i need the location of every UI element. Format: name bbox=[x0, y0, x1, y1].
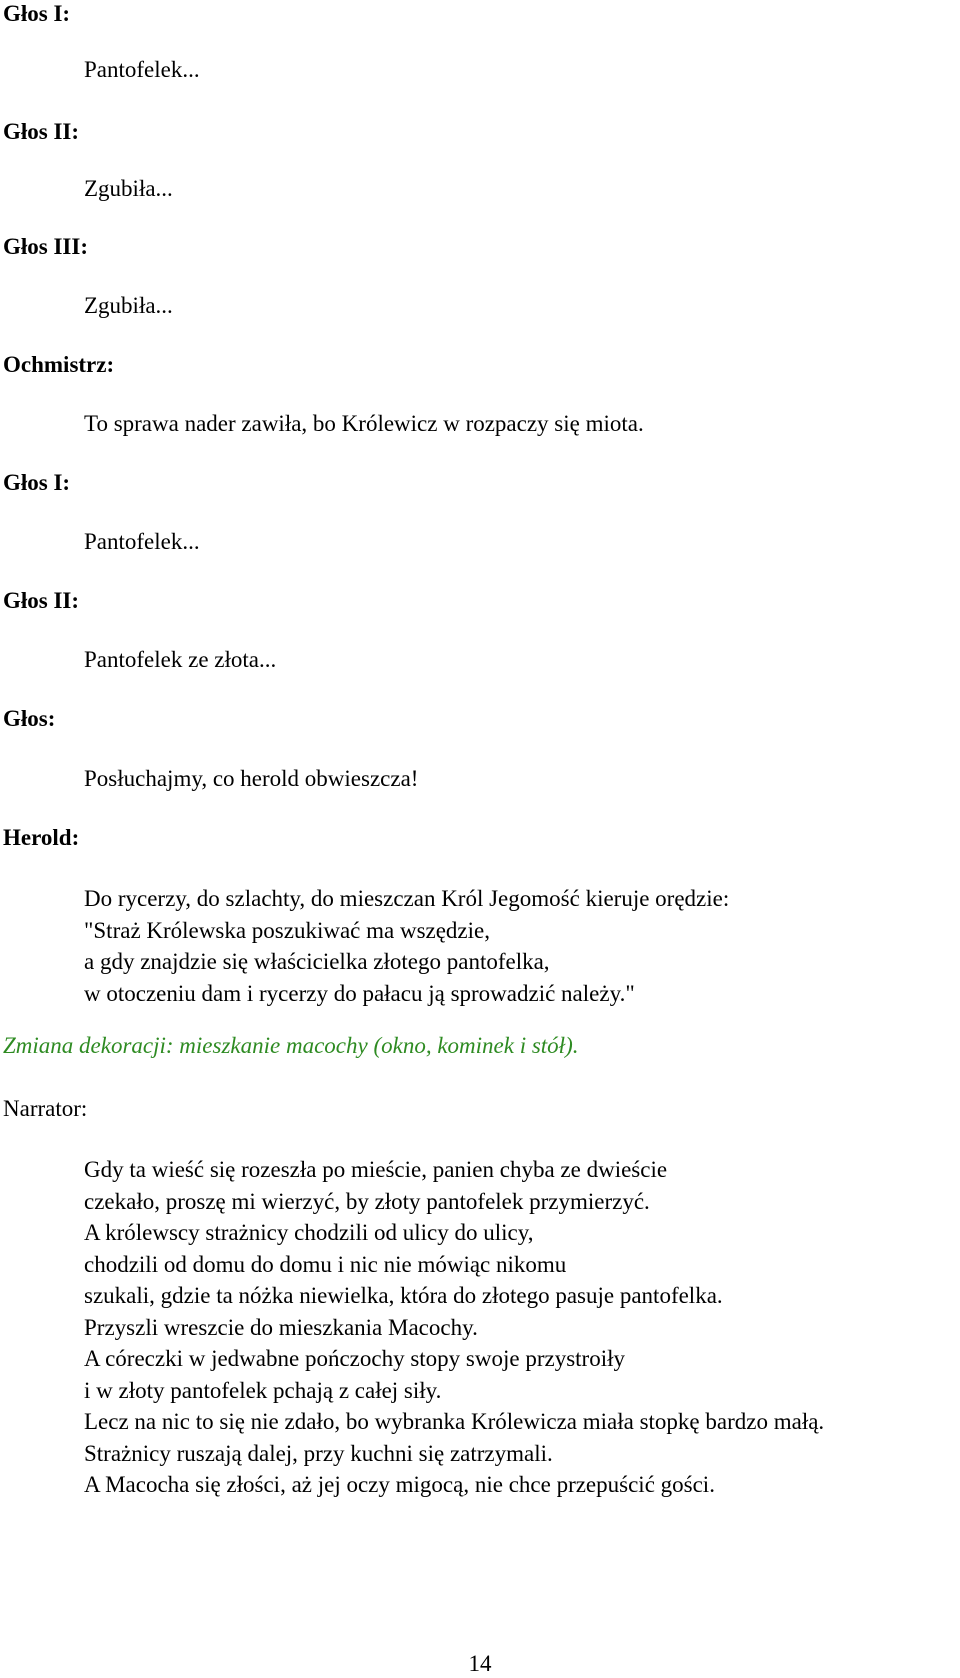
speaker-glos-2: Głos II: bbox=[3, 119, 80, 144]
dialogue-line: Posłuchajmy, co herold obwieszcza! bbox=[84, 766, 419, 791]
verse-line: Przyszli wreszcie do mieszkania Macochy. bbox=[84, 1314, 478, 1340]
speaker-glos-2: Głos II: bbox=[3, 588, 80, 613]
speaker-ochmistrz: Ochmistrz: bbox=[3, 352, 115, 377]
verse-line: w otoczeniu dam i rycerzy do pałacu ją sprowadzić należy." bbox=[84, 980, 635, 1006]
dialogue-line: Zgubiła... bbox=[84, 176, 173, 201]
verse-line: chodzili od domu do domu i nic nie mówiąc nikomu bbox=[84, 1251, 567, 1277]
verse-line: Lecz na nic to się nie zdało, bo wybranka Królewicza miała stopkę bardzo małą. bbox=[84, 1409, 825, 1434]
dialogue-line: Pantofelek... bbox=[84, 57, 200, 82]
speaker-glos-1: Głos I: bbox=[3, 1, 71, 26]
speaker-glos-3: Głos III: bbox=[3, 234, 88, 259]
page-number: 14 bbox=[468, 1651, 492, 1676]
verse-line: Do rycerzy, do szlachty, do mieszczan Król Jegomość kieruje orędzie: bbox=[84, 886, 730, 911]
verse-line: Gdy ta wieść się rozeszła po mieście, panien chyba ze dwieście bbox=[84, 1157, 668, 1182]
stage-direction: Zmiana dekoracji: mieszkanie macochy (okno, kominek i stół). bbox=[3, 1033, 579, 1058]
verse-line: i w złoty pantofelek pchają z całej siły. bbox=[84, 1377, 442, 1403]
speaker-herold: Herold: bbox=[3, 825, 80, 850]
speaker-glos: Głos: bbox=[3, 706, 56, 731]
narrator-verse bbox=[84, 1154, 824, 1501]
herold-verse bbox=[84, 883, 729, 1009]
dialogue-line: To sprawa nader zawiła, bo Królewicz w rozpaczy się miota. bbox=[84, 411, 644, 436]
verse-line: A Macocha się złości, aż jej oczy migocą, nie chce przepuścić gości. bbox=[84, 1472, 715, 1497]
verse-line: szukali, gdzie ta nóżka niewielka, która do złotego pasuje pantofelka. bbox=[84, 1283, 723, 1308]
speaker-glos-1: Głos I: bbox=[3, 470, 71, 495]
verse-line: a gdy znajdzie się właścicielka złotego pantofelka, bbox=[84, 949, 550, 974]
verse-line: "Straż Królewska poszukiwać ma wszędzie, bbox=[84, 917, 490, 943]
verse-line: czekało, proszę mi wierzyć, by złoty pantofelek przymierzyć. bbox=[84, 1188, 650, 1214]
verse-line: A córeczki w jedwabne pończochy stopy swoje przystroiły bbox=[84, 1346, 625, 1371]
dialogue-line: Pantofelek... bbox=[84, 529, 200, 554]
dialogue-line: Zgubiła... bbox=[84, 293, 173, 318]
verse-line: Strażnicy ruszają dalej, przy kuchni się zatrzymali. bbox=[84, 1440, 553, 1466]
dialogue-line: Pantofelek ze złota... bbox=[84, 647, 277, 672]
speaker-narrator: Narrator: bbox=[3, 1096, 88, 1121]
verse-line: A królewscy strażnicy chodzili od ulicy do ulicy, bbox=[84, 1220, 534, 1245]
